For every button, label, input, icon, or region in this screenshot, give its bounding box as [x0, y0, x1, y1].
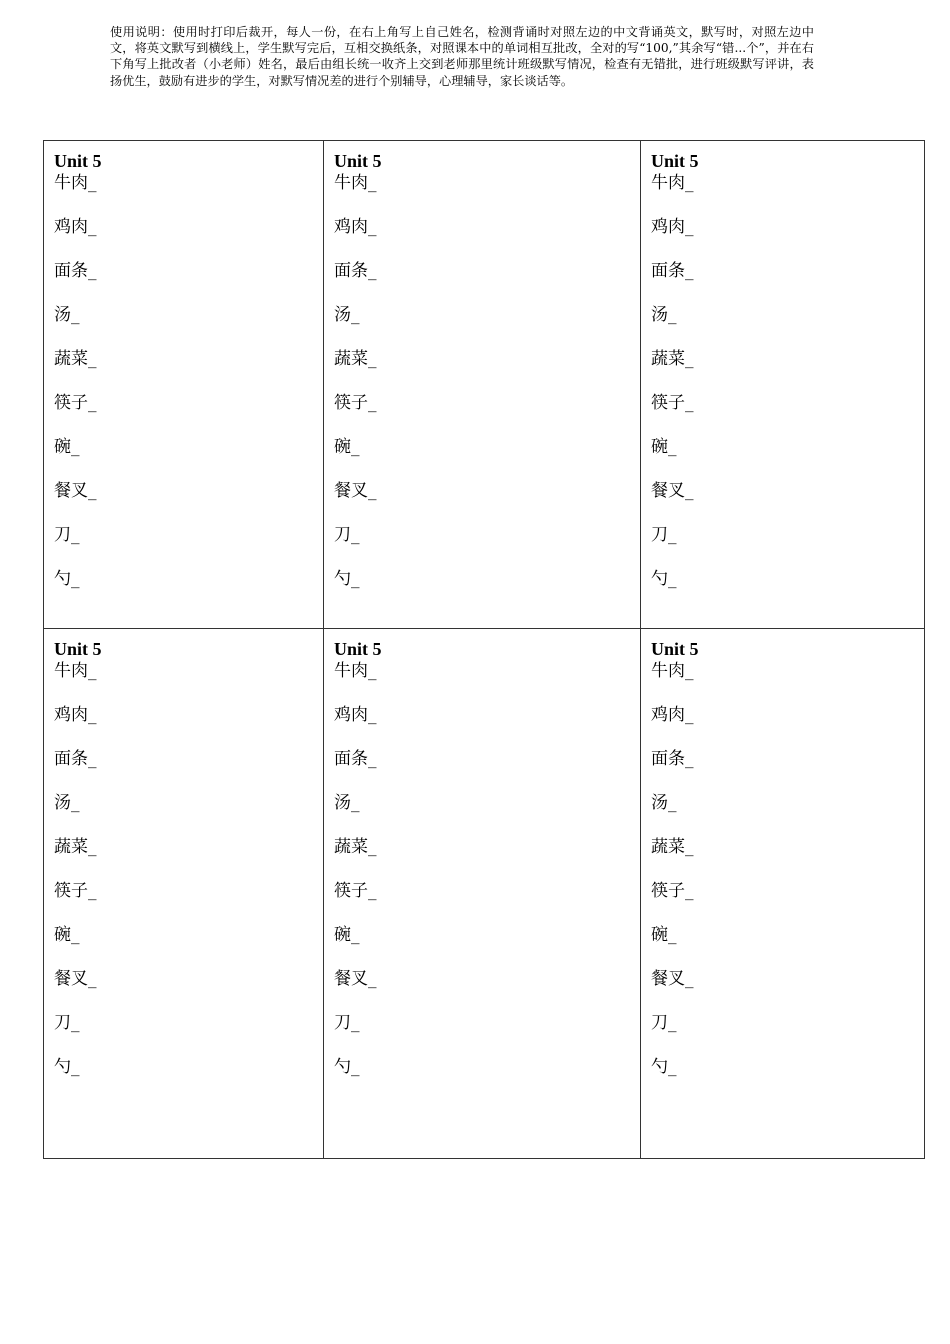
instructions-paragraph: 使用说明：使用时打印后裁开，每人一份，在右上角写上自己姓名，检测背诵时对照左边的中文背诵英文，默写时，对照左边中文，将英文默写到横线上，学生默写完后，互相交换纸条，对照课本中的单词相互批改，全对的写“100,”其余写“错...个”，并在右下角写上批改者（小老师）姓名，最后由组长统一收齐上交到老师那里统计班级默写情况，检查有无错批，进行班级默写评讲，表扬优生，鼓励有进步的学生，对默写情况差的进行个别辅导，心理辅导，家长谈话等。: [110, 25, 814, 88]
word-item: 蔬菜_: [651, 837, 694, 857]
unit-title: Unit 5: [334, 639, 382, 659]
word-item: 餐叉_: [334, 969, 377, 989]
dictation-card: [641, 141, 924, 629]
word-list: [54, 171, 323, 591]
dictation-card: [324, 629, 641, 1158]
word-list: [334, 659, 640, 1079]
word-item: 面条_: [334, 261, 377, 281]
word-item: 筷子_: [54, 881, 97, 901]
word-item: 蔬菜_: [651, 349, 694, 369]
word-item: 蔬菜_: [54, 349, 97, 369]
dictation-card: [44, 629, 324, 1158]
word-item: 汤_: [651, 793, 677, 813]
word-item: 筷子_: [334, 881, 377, 901]
word-item: 筷子_: [54, 393, 97, 413]
word-item: 碗_: [334, 925, 360, 945]
word-item: 刀_: [651, 1013, 677, 1033]
word-item: 蔬菜_: [54, 837, 97, 857]
word-item: 牛肉_: [651, 661, 694, 681]
word-item: 鸡肉_: [54, 705, 97, 725]
word-item: 碗_: [651, 925, 677, 945]
word-list: [651, 659, 924, 1079]
word-item: 面条_: [651, 749, 694, 769]
word-item: 牛肉_: [651, 173, 694, 193]
dictation-card: [44, 141, 324, 629]
word-item: 勺_: [54, 1057, 80, 1077]
word-item: 勺_: [334, 569, 360, 589]
word-item: 餐叉_: [651, 481, 694, 501]
word-item: 鸡肉_: [651, 217, 694, 237]
word-item: 面条_: [651, 261, 694, 281]
word-item: 勺_: [334, 1057, 360, 1077]
word-item: 勺_: [651, 1057, 677, 1077]
word-item: 勺_: [651, 569, 677, 589]
word-item: 牛肉_: [334, 661, 377, 681]
dictation-card: [324, 141, 641, 629]
word-item: 刀_: [334, 1013, 360, 1033]
word-item: 鸡肉_: [334, 705, 377, 725]
unit-title: Unit 5: [651, 639, 699, 659]
word-item: 蔬菜_: [334, 349, 377, 369]
word-item: 面条_: [334, 749, 377, 769]
word-item: 筷子_: [651, 393, 694, 413]
word-item: 鸡肉_: [651, 705, 694, 725]
unit-title: Unit 5: [54, 151, 102, 171]
word-item: 面条_: [54, 261, 97, 281]
word-item: 鸡肉_: [334, 217, 377, 237]
word-item: 蔬菜_: [334, 837, 377, 857]
dictation-card: [641, 629, 924, 1158]
word-item: 鸡肉_: [54, 217, 97, 237]
word-item: 牛肉_: [54, 661, 97, 681]
word-item: 刀_: [54, 1013, 80, 1033]
word-item: 牛肉_: [334, 173, 377, 193]
word-item: 汤_: [54, 305, 80, 325]
word-list: [54, 659, 323, 1079]
word-item: 刀_: [54, 525, 80, 545]
unit-title: Unit 5: [651, 151, 699, 171]
word-item: 碗_: [54, 925, 80, 945]
word-item: 餐叉_: [54, 481, 97, 501]
word-item: 筷子_: [651, 881, 694, 901]
word-item: 牛肉_: [54, 173, 97, 193]
word-item: 汤_: [334, 793, 360, 813]
word-item: 汤_: [54, 793, 80, 813]
word-item: 餐叉_: [334, 481, 377, 501]
unit-title: Unit 5: [334, 151, 382, 171]
word-item: 刀_: [334, 525, 360, 545]
word-item: 刀_: [651, 525, 677, 545]
word-list: [651, 171, 924, 591]
unit-title: Unit 5: [54, 639, 102, 659]
word-item: 汤_: [651, 305, 677, 325]
word-item: 碗_: [334, 437, 360, 457]
word-item: 勺_: [54, 569, 80, 589]
word-item: 碗_: [54, 437, 80, 457]
word-item: 餐叉_: [54, 969, 97, 989]
dictation-grid: [43, 140, 925, 1159]
word-list: [334, 171, 640, 591]
word-item: 碗_: [651, 437, 677, 457]
word-item: 汤_: [334, 305, 360, 325]
word-item: 餐叉_: [651, 969, 694, 989]
word-item: 面条_: [54, 749, 97, 769]
word-item: 筷子_: [334, 393, 377, 413]
